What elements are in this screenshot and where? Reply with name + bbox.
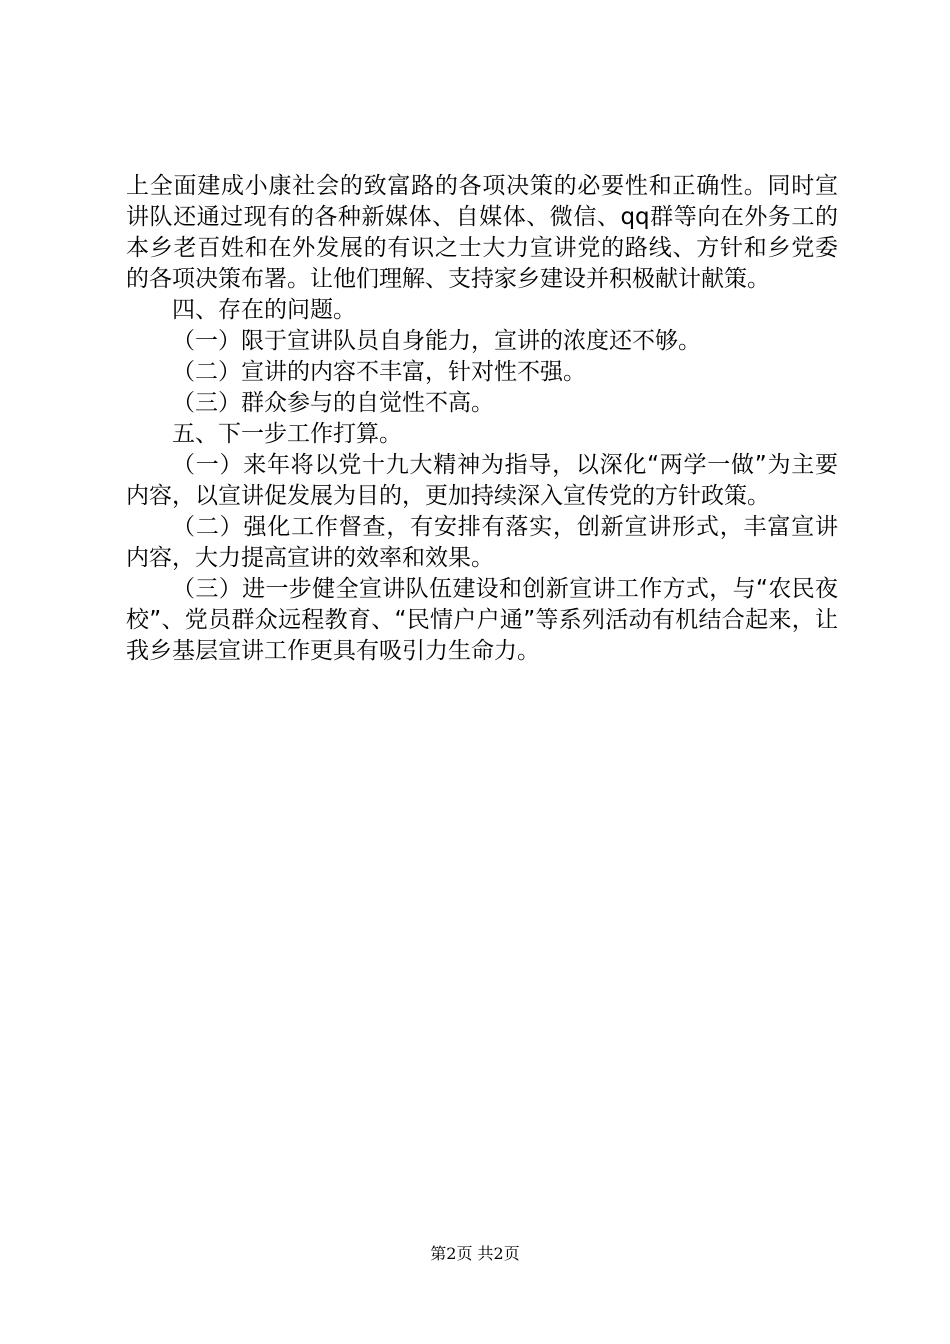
plan-item-3: （三）进一步健全宣讲队伍建设和创新宣讲工作方式，与“农民夜校”、党员群众远程教育、“民情户户通”等系列活动有机结合起来，让我乡基层宣讲工作更具有吸引力生命力。	[126, 576, 838, 664]
page-footer	[0, 1244, 950, 1264]
problem-item-2: （二）宣讲的内容不丰富，针对性不强。	[172, 359, 586, 385]
plan-item-1: （一）来年将以党十九大精神为指导，以深化“两学一做”为主要内容，以宣讲促发展为目的，更加持续深入宣传党的方针政策。	[126, 452, 838, 509]
plan-item-2: （二）强化工作督查，有安排有落实，创新宣讲形式，丰富宣讲内容，大力提高宣讲的效率和效果。	[126, 514, 838, 571]
problem-item-1: （一）限于宣讲队员自身能力，宣讲的浓度还不够。	[172, 328, 701, 354]
paragraph-continued: 上全面建成小康社会的致富路的各项决策的必要性和正确性。同时宣讲队还通过现有的各种新媒体、自媒体、微信、qq群等向在外务工的本乡老百姓和在外发展的有识之士大力宣讲党的路线、方针和乡党委的各项决策布署。让他们理解、支持家乡建设并积极献计献策。	[126, 173, 838, 292]
document-body	[126, 171, 838, 667]
section-heading-next-steps: 五、下一步工作打算。	[172, 421, 402, 447]
problem-item-3: （三）群众参与的自觉性不高。	[172, 390, 494, 416]
section-heading-problems: 四、存在的问题。	[172, 297, 356, 323]
page-number-label: 第2页 共2页	[430, 1244, 520, 1263]
